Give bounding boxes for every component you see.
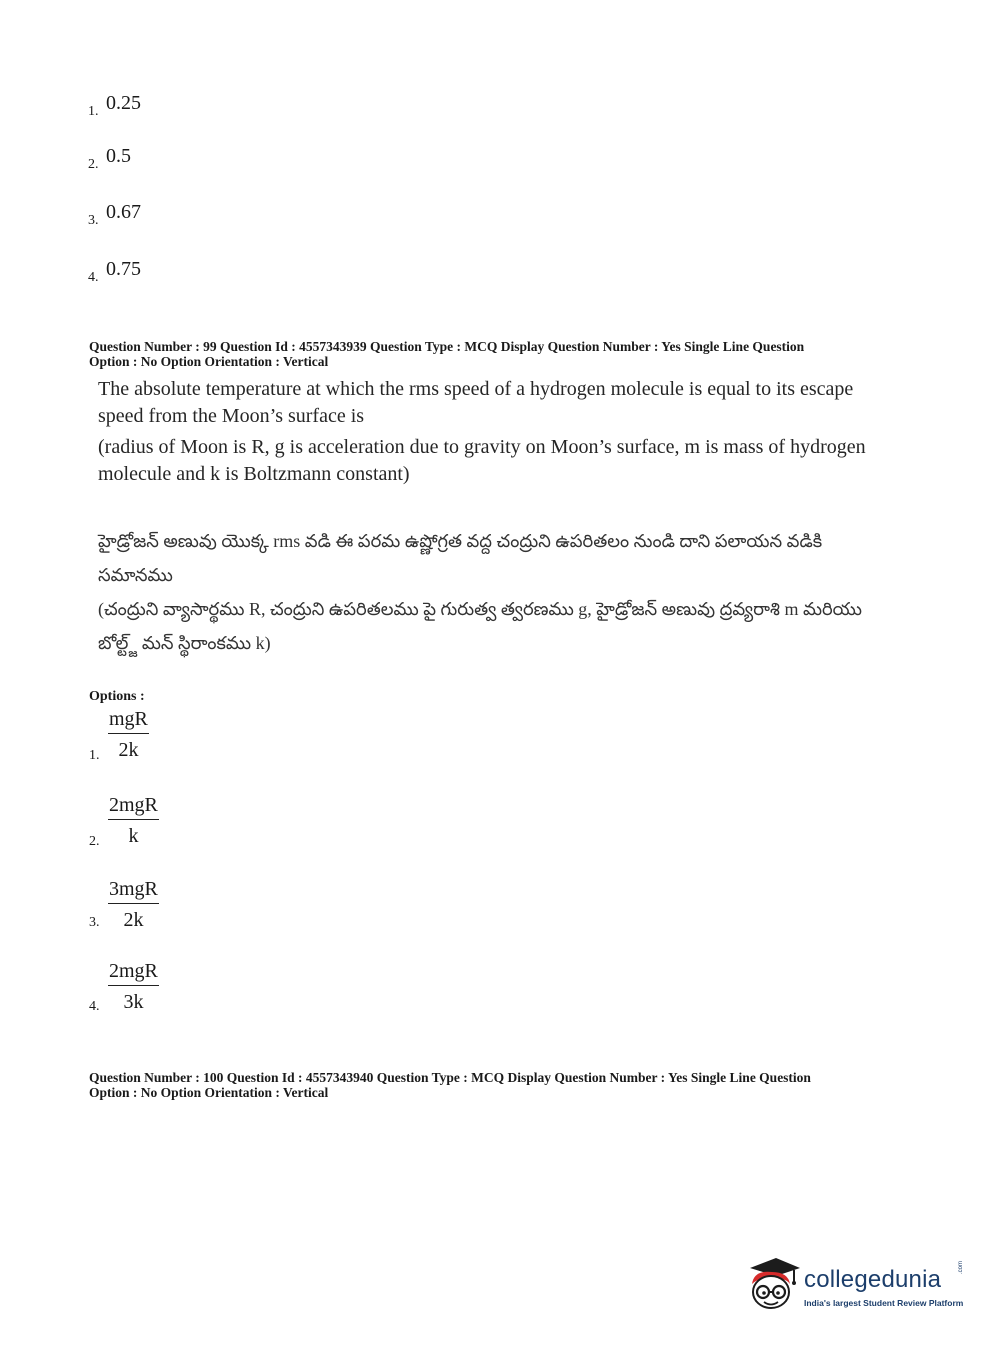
prev-option-2 — [88, 145, 131, 172]
fraction-numerator: mgR — [108, 706, 149, 734]
meta-line: Option : No Option Orientation : Vertical — [89, 1085, 329, 1100]
option-number: 1. — [88, 104, 99, 119]
meta-line: Question Number : 100 Question Id : 4557343940 Question Type : MCQ Display Question Number : Yes Single Line Question — [89, 1070, 811, 1085]
question-99-telugu — [98, 524, 878, 660]
fraction-denominator: 3k — [123, 991, 144, 1013]
collegedunia-logo — [742, 1252, 972, 1322]
question-given-telugu: (చంద్రుని వ్యాసార్థము R, చంద్రుని ఉపరితలము పై గురుత్వ త్వరణము g, హైడ్రోజన్ అణువు ద్రవ్యరాశి m మరియు బోల్ట్జ్ మన్ స్థిరాంకము k) — [98, 599, 863, 653]
fraction-numerator: 3mgR — [108, 876, 159, 904]
prev-option-1 — [88, 92, 141, 119]
question-text-telugu: హైడ్రోజన్ అణువు యొక్క rms వడి ఈ పరమ ఉష్ణోగ్రత వద్ద చంద్రుని ఉపరితలం నుండి దాని పలాయన వడికి సమానము — [98, 531, 823, 585]
option-number: 1. — [89, 748, 100, 763]
option-value: 0.5 — [106, 145, 131, 167]
question-text: The absolute temperature at which the rms speed of a hydrogen molecule is equal to its escape speed from the Moon’s surface is — [98, 378, 854, 427]
fraction-denominator: k — [128, 825, 139, 847]
fraction — [108, 706, 149, 763]
option-value: 0.75 — [106, 258, 141, 280]
option-value: 0.67 — [106, 201, 141, 223]
question-99-meta — [89, 339, 889, 369]
prev-option-3 — [88, 201, 141, 228]
fraction-numerator: 2mgR — [108, 958, 159, 986]
option-number: 4. — [89, 999, 100, 1014]
fraction — [108, 792, 159, 849]
fraction — [108, 876, 159, 933]
option-value: 0.25 — [106, 92, 141, 114]
meta-line: Option : No Option Orientation : Vertical — [89, 354, 329, 369]
question-given: (radius of Moon is R, g is acceleration due to gravity on Moon’s surface, m is mass of hydrogen molecule and k is Boltzmann constant) — [98, 436, 866, 485]
option-number: 3. — [89, 915, 100, 930]
fraction-numerator: 2mgR — [108, 792, 159, 820]
option-number: 4. — [88, 270, 99, 285]
mascot-icon — [742, 1254, 804, 1316]
question-99-english — [98, 376, 878, 488]
prev-option-4 — [88, 258, 141, 285]
logo-tagline: India's largest Student Review Platform — [804, 1298, 964, 1308]
option-number: 3. — [88, 213, 99, 228]
options-label: Options : — [89, 689, 145, 704]
fraction-denominator: 2k — [118, 739, 139, 761]
logo-wordmark: collegedunia — [804, 1266, 942, 1293]
logo-domain: .com — [958, 1260, 964, 1274]
fraction — [108, 958, 159, 1015]
meta-line: Question Number : 99 Question Id : 4557343939 Question Type : MCQ Display Question Number : Yes Single Line Question — [89, 339, 805, 354]
option-number: 2. — [88, 157, 99, 172]
question-100-meta — [89, 1070, 889, 1100]
fraction-denominator: 2k — [123, 909, 144, 931]
option-number: 2. — [89, 834, 100, 849]
